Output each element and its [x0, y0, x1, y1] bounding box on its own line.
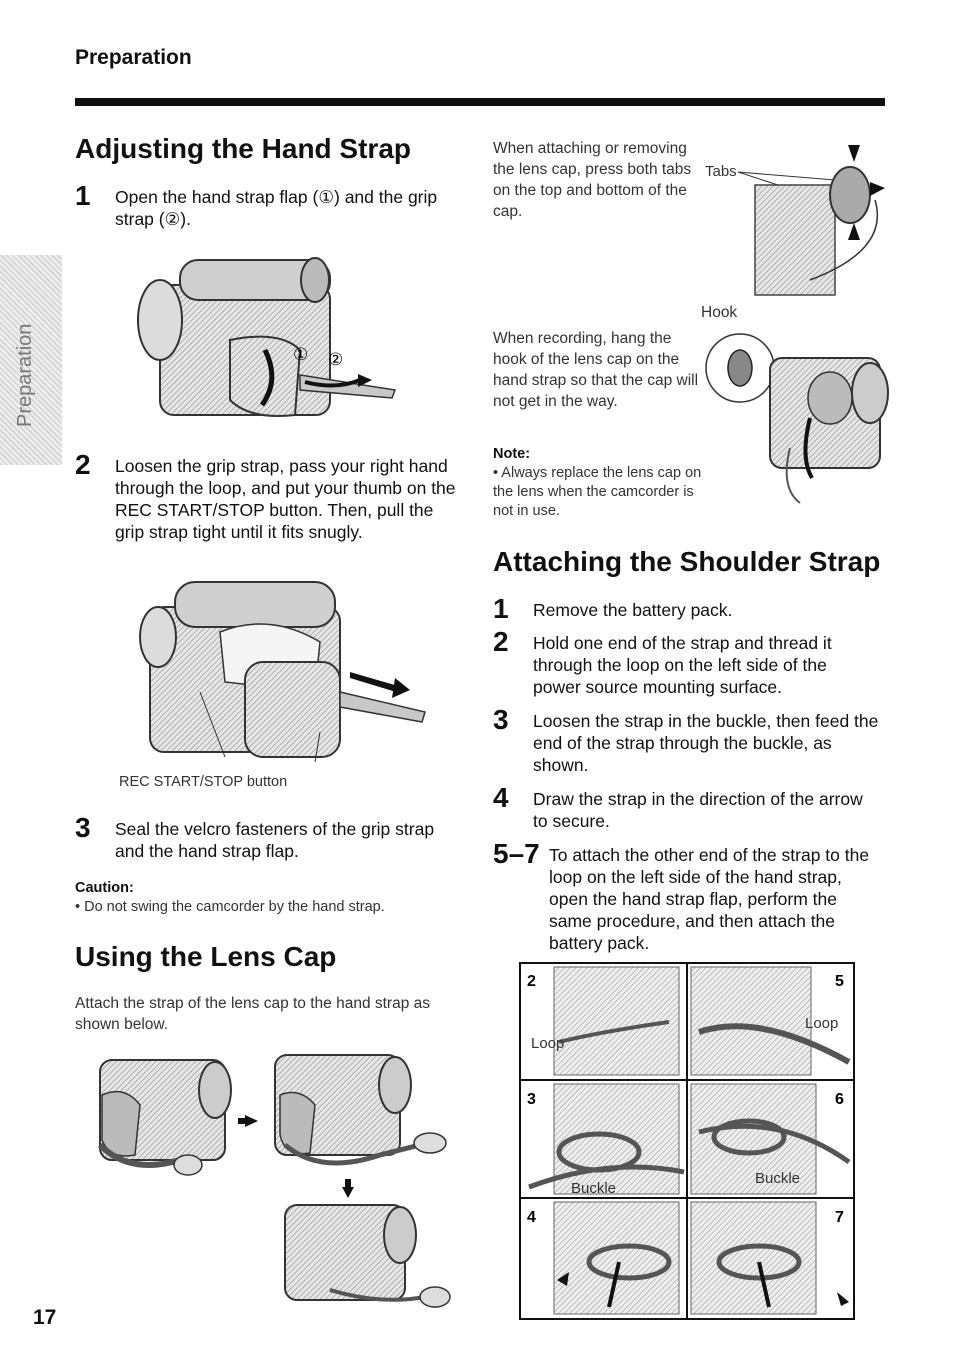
cell-number: 6	[835, 1091, 844, 1108]
note-title: Note:	[493, 446, 531, 462]
step-number: 3	[75, 812, 91, 843]
shoulder-strap-step-3	[493, 704, 888, 778]
shoulder-strap-step-2	[493, 626, 883, 700]
step-number: 3	[493, 704, 509, 735]
label-buckle-left: Buckle	[571, 1180, 617, 1197]
figure-lens-cap-sequence	[80, 1035, 460, 1315]
lens-cap-title: Using the Lens Cap	[75, 941, 337, 972]
step-number: 2	[493, 626, 509, 657]
step-number: 1	[493, 593, 509, 624]
lens-cap-intro: Attach the strap of the lens cap to the hand strap as shown below.	[75, 995, 431, 1033]
hand-strap-step-3	[75, 812, 455, 864]
label-tabs: Tabs	[705, 163, 737, 180]
label-loop-left: Loop	[531, 1035, 565, 1052]
lens-cap-recording-text: When recording, hang the hook of the lens cap on the hand strap so that the cap will not get in the way.	[493, 330, 699, 410]
label-loop-right: Loop	[805, 1015, 839, 1032]
hand-strap-step-1	[75, 180, 455, 232]
hand-strap-title: Adjusting the Hand Strap	[75, 133, 411, 164]
header-rule	[75, 98, 885, 106]
step-text: Draw the strap in the direction of the arrow to secure.	[533, 789, 863, 831]
shoulder-strap-step-1	[493, 593, 883, 624]
caution-title: Caution:	[75, 880, 134, 896]
step-number: 2	[75, 449, 91, 480]
step-number: 5–7	[493, 838, 540, 869]
label-grip: ②	[328, 350, 344, 369]
step-text: Remove the battery pack.	[533, 600, 733, 620]
figure-lens-cap-hook	[700, 318, 895, 518]
step-text: Loosen the strap in the buckle, then feed the end of the strap through the buckle, as shown.	[533, 711, 879, 775]
cell-number: 7	[835, 1209, 844, 1226]
figure-hand-strap-open	[130, 240, 400, 435]
caution-text: • Do not swing the camcorder by the hand strap.	[75, 899, 385, 915]
side-tab	[0, 255, 62, 465]
shoulder-strap-step-4	[493, 782, 883, 834]
cell-number: 5	[835, 973, 844, 990]
step-number: 1	[75, 180, 91, 211]
lens-cap-attach-text: When attaching or removing the lens cap, press both tabs on the top and bottom of the cap.	[493, 140, 692, 220]
figure-hand-in-strap	[130, 572, 435, 772]
step-text: Loosen the grip strap, pass your right hand through the loop, and put your thumb on the REC START/STOP button. Then, pull the grip strap tight until it fits snugly.	[115, 456, 456, 542]
page-number: 17	[33, 1306, 57, 1329]
note-text: • Always replace the lens cap on the lens when the camcorder is not in use.	[493, 465, 702, 519]
figure-shoulder-strap-grid	[519, 962, 855, 1320]
step-number: 4	[493, 782, 509, 813]
figure-lens-cap-tabs	[700, 140, 890, 300]
step-text: To attach the other end of the strap to the loop on the left side of the hand strap, open the hand strap flap, perform the same procedure, and then attach the battery pack.	[549, 845, 870, 953]
cell-number: 4	[527, 1209, 536, 1226]
section-header: Preparation	[75, 46, 192, 69]
step-text: Seal the velcro fasteners of the grip strap and the hand strap flap.	[115, 819, 435, 861]
side-tab-label: Preparation	[14, 323, 36, 427]
label-flap: ①	[293, 345, 309, 364]
label-buckle-right: Buckle	[755, 1170, 801, 1187]
hand-strap-step-2	[75, 449, 465, 567]
shoulder-strap-step-5-7	[493, 838, 888, 956]
label-hook: Hook	[701, 304, 738, 321]
step-text: Hold one end of the strap and thread it through the loop on the left side of the power source mounting surface.	[533, 633, 832, 697]
shoulder-strap-title: Attaching the Shoulder Strap	[493, 546, 881, 577]
label-rec-button: REC START/STOP button	[119, 774, 288, 790]
cell-number: 3	[527, 1091, 536, 1108]
cell-number: 2	[527, 973, 536, 990]
step-text: Open the hand strap flap (①) and the grip strap (②).	[115, 187, 438, 229]
